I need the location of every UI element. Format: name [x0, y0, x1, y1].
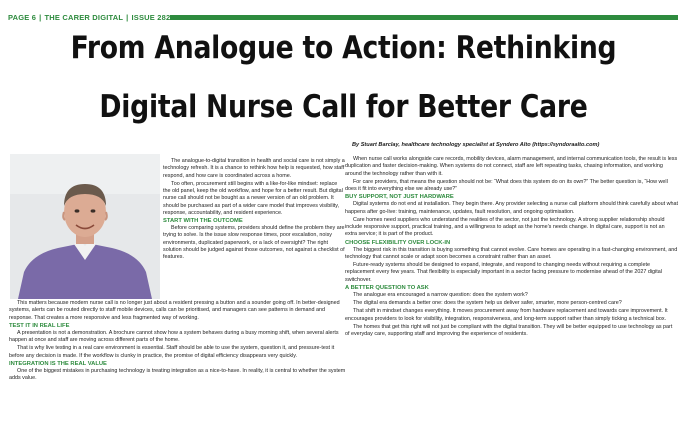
paragraph: This matters because modern nurse call is no longer just about a resident pressing a button and a sounder going off. In better-designed systems, alerts can be routed directly to staff mobile devices, calls can be prioritised, and managers can see patterns in demand and response. That creates a more responsive and less fragmented way of working. [9, 300, 340, 321]
paragraph: For care providers, that means the question should not be: “What does this system do on its own?” The better question is, “How well does it fit into everything else we already use?” [345, 178, 668, 192]
section-heading: INTEGRATION IS THE REAL VALUE [9, 360, 107, 367]
paragraph: The homes that get this right will not just be compliant with the digital transition. They will be better equipped to use technology as part of everyday care, supporting staff and improving the experience of residents. [345, 323, 673, 337]
paragraph: The digital era demands a better one: does the system help us deliver safer, smarter, more person-centred care? [353, 300, 622, 306]
byline: By Stuart Barclay, healthcare technology specialist at Syndero Alto (https://syndoraalto.com) [352, 142, 600, 148]
page-header [8, 11, 170, 23]
paragraph: Too often, procurement still begins with a like-for-like mindset: replace the old panel, keep the old workflow, and hope for a better result. But digital nurse call should not be bought as a newer version of an old problem. It should be purchased as part of a wider care model that improves visibility, response, accountability, and resident experience. [163, 180, 343, 216]
section-heading: A BETTER QUESTION TO ASK [345, 284, 429, 291]
paragraph: Before comparing systems, providers should define the problem they are trying to solve. Is the issue slow response times, poor escalation, noisy environments, duplicated paperwork, or a lack of oversight? The right solution should be judged against those outcomes, not against a checklist of features. [163, 225, 345, 260]
paragraph: That shift in mindset changes everything. It moves procurement away from hardware replacement and towards care improvement. It encourages providers to look for visibility, integration, responsiveness, and long-term support rather than simply ticking a technical box. [345, 308, 668, 322]
section-heading: START WITH THE OUTCOME [163, 218, 243, 224]
header-rule [170, 15, 678, 20]
paragraph: That is why live testing in a real care environment is essential. Staff should be able to use the system, question it, and pressure-test it before any decision is made. If the workflow is clunky in practice, the promise of digital efficiency disappears very quickly. [9, 345, 335, 359]
paragraph: A presentation is not a demonstration. A brochure cannot show how a system behaves during a busy morning shift, when several alerts happen at once and staff are moving across different parts of the home. [9, 329, 339, 343]
paragraph: One of the biggest mistakes in purchasing technology is treating integration as a nice-to-have. In reality, it is central to whether the system adds value. [9, 367, 346, 381]
paragraph: The analogue-to-digital transition in health and social care is not simply a technology refresh. It is a chance to rethink how help is requested, how staff respond, and how care is coordinated across a home. [163, 158, 345, 179]
headline-line-2: Digital Nurse Call for Better Care [99, 89, 588, 125]
headline-line-1: From Analogue to Action: Rethinking [70, 30, 617, 66]
author-portrait-icon [10, 154, 160, 299]
issue-number: ISSUE 282 [131, 12, 171, 22]
section-heading: CHOOSE FLEXIBILITY OVER LOCK-IN [345, 239, 451, 246]
section-heading: TEST IT IN REAL LIFE [9, 322, 70, 329]
body-column-a [163, 158, 346, 262]
paragraph: Future-ready systems should be designed to expand, integrate, and respond to changing needs without requiring a complete replacement every few years. That flexibility is especially important in a sector facing pressure to modernise ahead of the 2027 digital switchover. [345, 262, 662, 283]
page-number: PAGE 6 [8, 12, 37, 22]
paragraph: When nurse call works alongside care records, mobility devices, alarm management, and internal communication tools, the result is less duplication and faster decision-making. When systems do not connect, staff are left repeating tasks, chasing information, and working around the technology rather than with it. [345, 156, 678, 177]
paragraph: Digital systems do not end at installation. They begin there. Any provider selecting a nurse call platform should think carefully about what happens after go-live: training, maintenance, updates, fault resolution, and ongoing optimisation. [345, 201, 679, 215]
author-photo [10, 154, 160, 299]
header-text: PAGE 6 | THE CARER DIGITAL | ISSUE 282 [8, 12, 171, 22]
body-column-b [9, 300, 346, 383]
paragraph: The biggest risk in this transition is buying something that cannot evolve. Care homes are operating in a fast-changing environment, and technology that cannot scale or adapt soon becomes a constraint rather than an asset. [345, 246, 678, 260]
publication-name: THE CARER DIGITAL [44, 12, 124, 22]
paragraph: The analogue era encouraged a narrow question: does the system work? [353, 291, 528, 298]
section-heading: BUY SUPPORT, NOT JUST HARDWARE [345, 194, 454, 201]
body-column-c [345, 156, 678, 339]
paragraph: Care homes need suppliers who understand the realities of the sector, not just the technology. A strong supplier relationship should include responsive support, practical training, and a willingness to adapt as the home’s needs change. In digital care, support is not an extra service; it is part of the product. [345, 216, 665, 238]
